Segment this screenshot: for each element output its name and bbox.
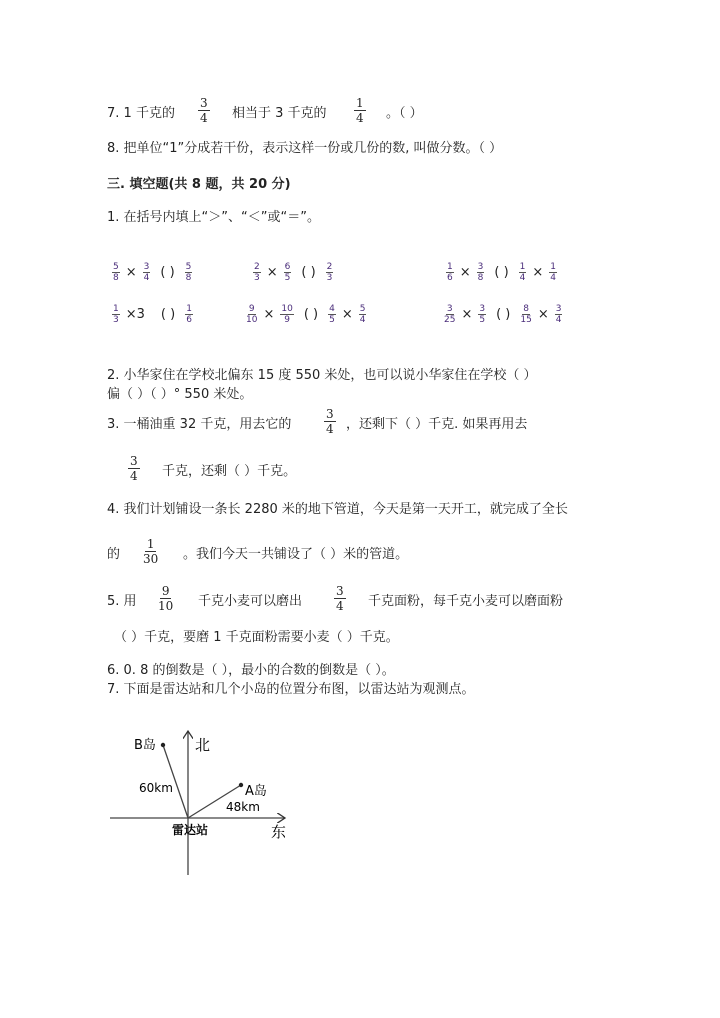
denominator: 9: [284, 315, 290, 325]
fraction: [253, 262, 261, 283]
section-title: 三. 填空题(共 8 题，共 20 分): [107, 177, 291, 192]
numerator: 2: [326, 262, 333, 272]
denominator: 3: [326, 273, 333, 283]
fraction: [112, 304, 120, 325]
denominator: 4: [326, 422, 334, 436]
denominator: 8: [185, 273, 192, 283]
comparison-item: [444, 304, 562, 325]
fill-5-text-a: 5. 用: [107, 594, 137, 609]
denominator: 6: [186, 315, 192, 325]
denominator: 3: [113, 315, 119, 325]
numerator: 1: [356, 96, 364, 110]
fraction: [185, 304, 193, 325]
fraction: [519, 262, 527, 283]
fraction: [128, 454, 140, 483]
denominator: 10: [158, 599, 174, 613]
fraction: [555, 304, 563, 325]
numerator: 9: [161, 584, 170, 598]
a-island-point: [239, 783, 243, 787]
fill-2-line1: 2. 小华家住在学校北偏东 15 度 550 米处，也可以说小华家住在学校（ ）: [107, 368, 537, 383]
numerator: 8: [523, 304, 529, 314]
fraction: [112, 262, 120, 283]
q7-text-c: 。（ ）: [386, 106, 423, 121]
b-island-label: B岛: [134, 738, 156, 753]
denominator: 4: [519, 273, 526, 283]
q7-text-a: 7. 1 千克的: [107, 106, 175, 121]
numerator: 3: [130, 454, 138, 468]
denominator: 8: [113, 273, 119, 283]
denominator: 4: [200, 111, 208, 125]
fill-7-text: 7. 下面是雷达站和几个小岛的位置分布图，以雷达站为观测点。: [107, 682, 475, 697]
denominator: 5: [329, 315, 335, 325]
numerator: 3: [479, 304, 486, 314]
numerator: 3: [446, 304, 453, 314]
fill-1-text: 1. 在括号内填上“＞”、“＜”或“＝”。: [107, 210, 320, 225]
fraction: [354, 96, 366, 125]
fraction: [478, 304, 486, 325]
operator: ×: [537, 307, 549, 322]
fraction: [326, 262, 334, 283]
fill-4-text-a: 的: [107, 547, 121, 562]
numerator: 3: [200, 96, 208, 110]
comparison-item: [246, 304, 366, 325]
comparison-item: [253, 262, 333, 283]
fraction: [328, 304, 336, 325]
denominator: 30: [143, 552, 159, 566]
numerator: 3: [326, 407, 334, 421]
fraction: [284, 262, 292, 283]
fill-5-text-b: 千克小麦可以磨出: [198, 594, 303, 609]
fill-3-text-a: 3. 一桶油重 32 千克，用去它的: [107, 417, 292, 432]
denominator: 5: [284, 273, 291, 283]
denominator: 4: [336, 599, 344, 613]
distance-60: 60km: [139, 781, 173, 795]
answer-blank[interactable]: ( ): [496, 307, 511, 322]
operator: ×: [532, 265, 544, 280]
operator: ×: [459, 265, 471, 280]
denominator: 6: [447, 273, 453, 283]
denominator: 4: [555, 315, 562, 325]
numerator: 1: [447, 262, 453, 272]
fraction: [198, 96, 210, 125]
answer-blank[interactable]: ( ): [303, 307, 319, 322]
numerator: 4: [329, 304, 335, 314]
answer-blank[interactable]: ( ): [160, 307, 176, 322]
numerator: 1: [186, 304, 192, 314]
numerator: 9: [248, 304, 255, 314]
fraction: [549, 262, 557, 283]
comparison-item: [112, 304, 193, 325]
fraction: [520, 304, 531, 325]
numerator: 10: [281, 304, 293, 314]
east-label: 东: [271, 823, 287, 841]
denominator: 15: [520, 315, 532, 325]
answer-blank[interactable]: ( ): [160, 265, 175, 280]
numerator: 3: [555, 304, 562, 314]
numerator: 5: [113, 262, 119, 272]
numerator: 6: [284, 262, 291, 272]
operator: ×: [125, 265, 137, 280]
a-island-label: A岛: [245, 784, 267, 799]
fill-4-line1: 4. 我们计划铺设一条长 2280 米的地下管道，今天是第一天开工，就完成了全长: [107, 502, 568, 517]
fraction: [143, 537, 158, 566]
denominator: 4: [356, 111, 364, 125]
numerator: 1: [519, 262, 526, 272]
fraction: [324, 407, 336, 436]
distance-48: 48km: [226, 800, 260, 814]
fill-2-line2: 偏（ ）（ ）° 550 米处。: [107, 387, 253, 402]
operator: ×: [341, 307, 353, 322]
denominator: 8: [477, 273, 484, 283]
numerator: 3: [336, 584, 344, 598]
fill-5-text-c: 千克面粉，每千克小麦可以磨面粉: [368, 594, 564, 609]
numerator: 5: [185, 262, 192, 272]
denominator: 3: [254, 273, 260, 283]
fraction: [444, 304, 455, 325]
operator: ×: [461, 307, 473, 322]
denominator: 4: [359, 315, 366, 325]
fraction: [359, 304, 367, 325]
fill-6-text: 6. 0. 8 的倒数是（ ），最小的合数的倒数是（ ）。: [107, 663, 395, 678]
numerator: 3: [477, 262, 484, 272]
numerator: 5: [359, 304, 366, 314]
numerator: 1: [113, 304, 119, 314]
comparison-item: [112, 262, 192, 283]
denominator: 10: [246, 315, 258, 325]
numerator: 3: [143, 262, 150, 272]
fraction: [246, 304, 257, 325]
fraction: [185, 262, 193, 283]
numerator: 2: [254, 262, 260, 272]
numerator: 1: [146, 537, 155, 551]
fraction: [280, 304, 293, 325]
station-label: 雷达站: [172, 823, 209, 837]
denominator: 5: [479, 315, 486, 325]
denominator: 4: [143, 273, 150, 283]
comparison-item: [446, 262, 557, 283]
answer-blank[interactable]: ( ): [494, 265, 509, 280]
answer-blank[interactable]: ( ): [301, 265, 316, 280]
operator: ×3: [125, 307, 145, 322]
operator: ×: [263, 307, 275, 322]
radar-diagram: [105, 725, 295, 880]
north-label: 北: [195, 736, 211, 754]
b-island-point: [161, 743, 165, 747]
denominator: 4: [550, 273, 557, 283]
fraction: [334, 584, 346, 613]
q8-text: 8. 把单位“1”分成若干份，表示这样一份或几份的数, 叫做分数。（ ）: [107, 141, 503, 156]
fill-5-line2: （ ）千克，要磨 1 千克面粉需要小麦（ ）千克。: [114, 630, 399, 645]
q7-text-b: 相当于 3 千克的: [232, 106, 327, 121]
fraction: [446, 262, 454, 283]
fraction: [158, 584, 173, 613]
denominator: 25: [444, 315, 456, 325]
fill-3-text-b: ，还剩下（ ）千克. 如果再用去: [346, 417, 528, 432]
fill-3-text-c: 千克，还剩（ ）千克。: [162, 464, 297, 479]
numerator: 1: [550, 262, 557, 272]
fill-4-text-b: 。我们今天一共铺设了（ ）米的管道。: [183, 547, 409, 562]
operator: ×: [266, 265, 278, 280]
denominator: 4: [130, 469, 138, 483]
fraction: [477, 262, 485, 283]
fraction: [143, 262, 151, 283]
